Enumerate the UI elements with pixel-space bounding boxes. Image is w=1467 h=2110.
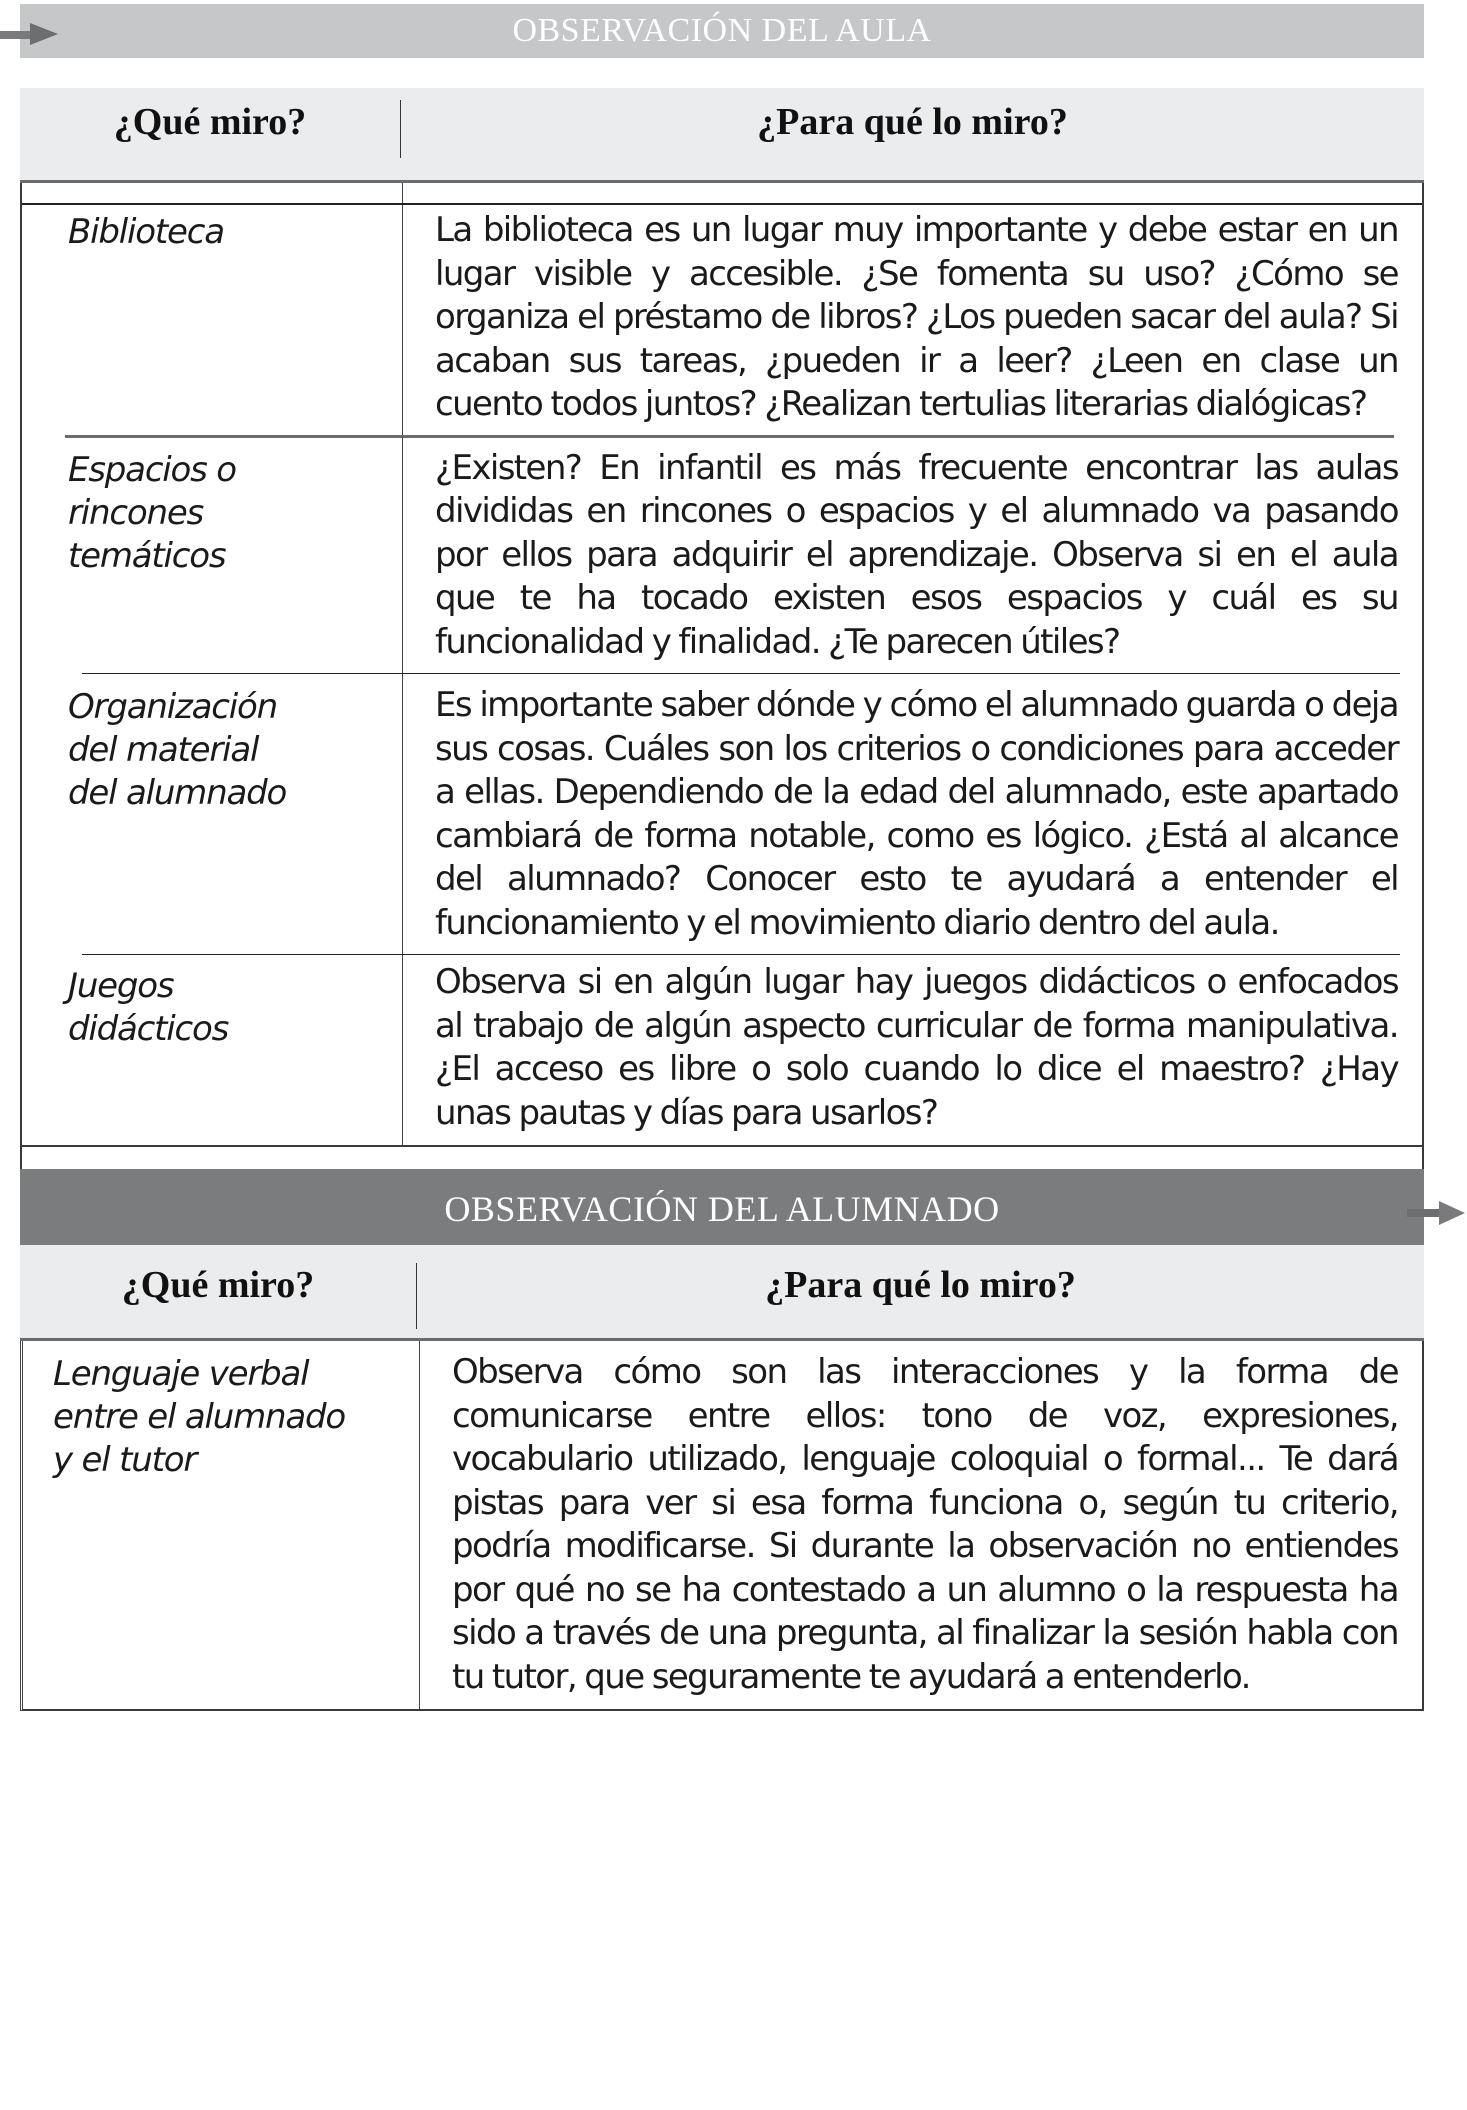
cell-what: [22, 955, 402, 1145]
top-gap-right: [402, 183, 1422, 203]
column-header-why: ¿Para qué lo miro?: [400, 100, 1424, 158]
arrow-right-icon: [30, 23, 58, 45]
row-why-biblioteca: La biblioteca es un lugar muy importante y debe estar en un lugar visible y accesible. ¿Se fomenta su uso? ¿Cómo se organiza el préstamo de libros? ¿Los pueden sacar del aula? Si acaban sus tareas, ¿pueden ir a leer? ¿Leen en clase un cuento todos juntos? ¿Realizan tertulias literarias dialógicas?: [435, 210, 1398, 424]
table-row: [22, 955, 1422, 1145]
cell-why: [402, 955, 1422, 1145]
row-what-organizacion: Organización del material del alumnado: [68, 687, 287, 813]
cell-why: [402, 437, 1422, 675]
cell-what: [23, 1341, 419, 1709]
table-row: [23, 1341, 1422, 1709]
row-what-espacios: Espacios o rincones temáticos: [68, 449, 236, 576]
cell-what: [22, 437, 402, 675]
arrow-right-icon: [1439, 1201, 1465, 1225]
row-why-espacios: ¿Existen? En infantil es más frecuente encontrar las aulas divididas en rincones o espacios y el alumnado va pasando por ellos para adquirir el aprendizaje. Observa si en el aula que te ha tocado existen esos espacios y cuál es su funcionalidad y finalidad. ¿Te parecen útiles?: [435, 447, 1398, 662]
table-header-alumnado: [20, 1245, 1424, 1341]
row-what-juegos: Juegos didácticos: [68, 966, 229, 1049]
section-gap: [20, 1147, 1424, 1169]
section-title-alumnado: OBSERVACIÓN DEL ALUMNADO: [444, 1189, 1000, 1229]
section-aula: [20, 4, 1424, 1147]
cell-what: [22, 674, 402, 955]
row-what-biblioteca: Biblioteca: [68, 212, 224, 252]
table-row: [22, 205, 1422, 437]
table-alumnado: [20, 1341, 1424, 1711]
row-why-juegos: Observa si en algún lugar hay juegos didácticos o enfocados al trabajo de algún aspecto curricular de forma manipulativa. ¿El acceso es libre o solo cuando lo dice el maestro? ¿Hay unas pautas y días para usarlos?: [435, 962, 1398, 1133]
section-banner-alumnado: [20, 1169, 1424, 1245]
table-header-aula: [20, 88, 1424, 183]
cell-why: [402, 674, 1422, 955]
cell-why: [402, 205, 1422, 437]
table-top-rule: [22, 183, 1422, 205]
column-header-what: ¿Qué miro?: [121, 1264, 315, 1306]
table-row: [22, 674, 1422, 955]
row-why-lenguaje: Observa cómo son las interacciones y la forma de comunicarse entre ellos: tono de voz, expresiones, vocabulario utilizado, lenguaje coloquial o formal... Te dará pistas para ver si esa forma funciona o, según tu criterio, podría modificarse. Si durante la observación no entiendes por qué no se ha contestado a un alumno o la respuesta ha sido a través de una pregunta, al finalizar la sesión habla con tu tutor, que seguramente te ayudará a entenderlo.: [452, 1352, 1398, 1697]
column-header-why: ¿Para qué lo miro?: [416, 1263, 1424, 1329]
table-row: [22, 437, 1422, 675]
arrow-right-icon: [1407, 1209, 1441, 1217]
column-header-what: ¿Qué miro?: [113, 101, 307, 143]
section-banner-aula: [20, 4, 1424, 58]
arrow-right-icon: [0, 31, 32, 39]
table-aula: [20, 183, 1424, 1147]
section-alumnado: [20, 1169, 1424, 1711]
row-what-lenguaje: Lenguaje verbal entre el alumnado y el tutor: [53, 1354, 345, 1480]
cell-what: [22, 205, 402, 437]
section-title-aula: OBSERVACIÓN DEL AULA: [512, 12, 932, 49]
row-why-organizacion: Es importante saber dónde y cómo el alumnado guarda o deja sus cosas. Cuáles son los criterios o condiciones para acceder a ellas. Dependiendo de la edad del alumnado, este apartado cambiará de forma notable, como es lógico. ¿Está al alcance del alumnado? Conocer esto te ayudará a entender el funcionamiento y el movimiento diario dentro del aula.: [435, 685, 1398, 943]
banner-gap: [20, 58, 1424, 88]
top-gap-left: [22, 183, 402, 203]
cell-why: [419, 1341, 1422, 1709]
